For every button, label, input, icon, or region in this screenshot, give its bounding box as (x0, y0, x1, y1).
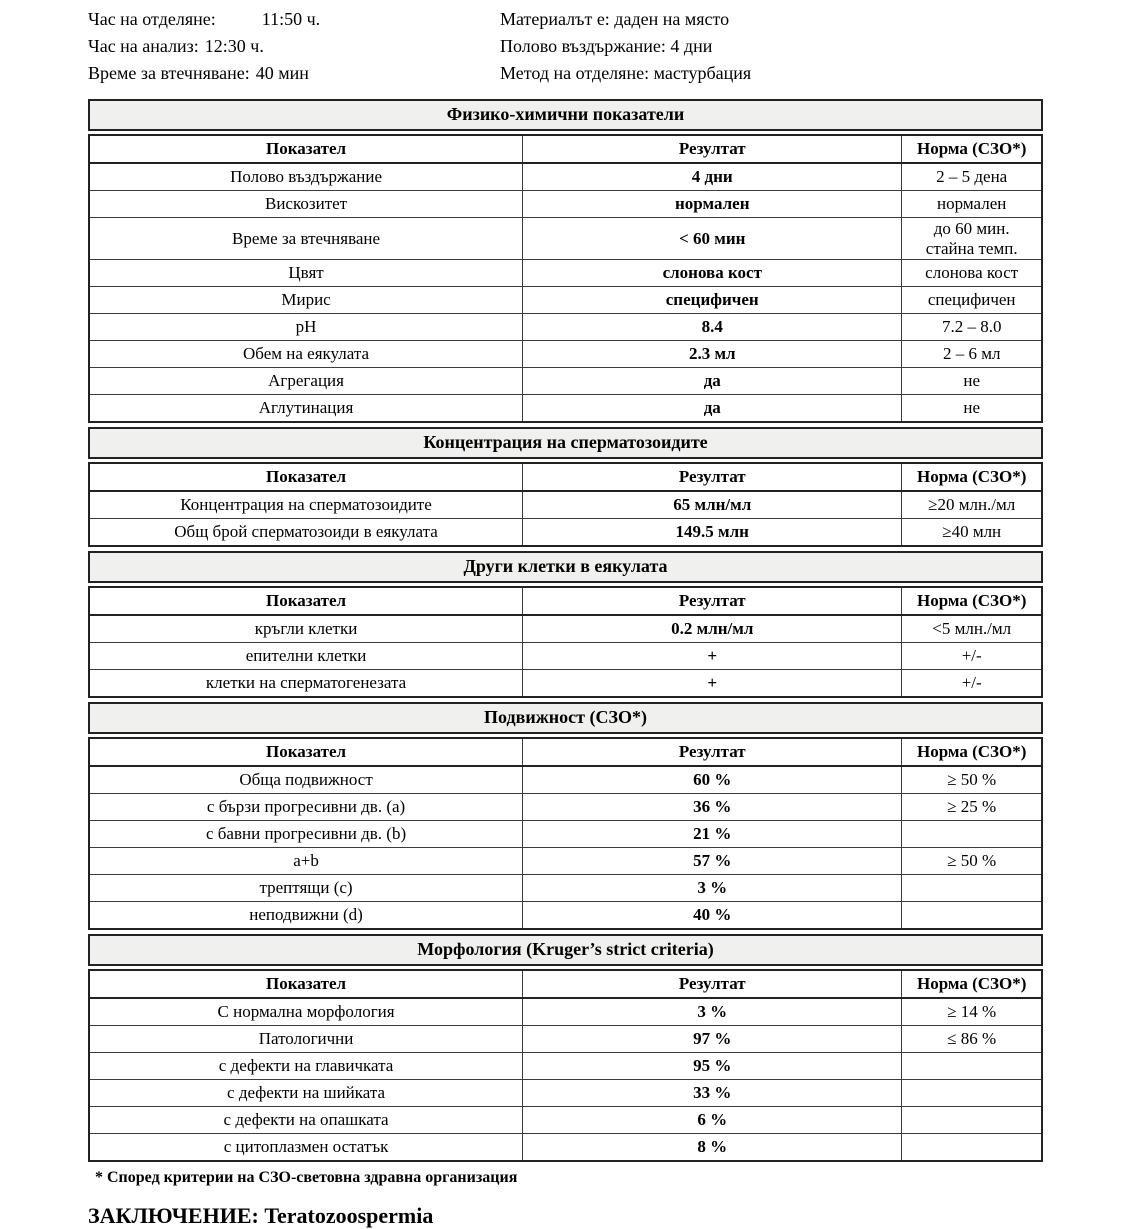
cell-indicator: неподвижни (d) (89, 902, 523, 930)
cell-result: да (523, 368, 902, 395)
table-header-row (89, 587, 1042, 615)
sample-info-right (500, 6, 980, 87)
cell-result: 149.5 млн (523, 519, 902, 547)
info-value: 40 мин (255, 63, 309, 83)
section-title: Други клетки в еякулата (88, 551, 1043, 583)
column-header-result: Резултат (523, 587, 902, 615)
column-header-norm: Норма (СЗО*) (902, 463, 1042, 491)
cell-norm: специфичен (902, 287, 1042, 314)
table-row (89, 341, 1042, 368)
info-line-right: Метод на отделяне: мастурбация (500, 63, 752, 83)
table-row (89, 821, 1042, 848)
table-row (89, 848, 1042, 875)
column-header-norm: Норма (СЗО*) (902, 135, 1042, 163)
table-row (89, 1134, 1042, 1162)
results-table (88, 737, 1043, 930)
cell-result: < 60 мин (523, 218, 902, 260)
cell-norm: до 60 мин. стайна темп. (902, 218, 1042, 260)
conclusion (88, 1203, 1124, 1229)
cell-indicator: клетки на сперматогенезата (89, 670, 523, 698)
section-title: Морфология (Kruger’s strict criteria) (88, 934, 1043, 966)
cell-result: + (523, 643, 902, 670)
cell-indicator: Време за втечняване (89, 218, 523, 260)
cell-result: 3 % (523, 875, 902, 902)
cell-result: 60 % (523, 766, 902, 794)
cell-result: 8 % (523, 1134, 902, 1162)
column-header-indicator: Показател (89, 970, 523, 998)
column-header-result: Резултат (523, 738, 902, 766)
cell-indicator: Вискозитет (89, 191, 523, 218)
table-row (89, 1026, 1042, 1053)
footnote: * Според критерии на СЗО-световна здравна организация (95, 1169, 518, 1187)
column-header-indicator: Показател (89, 135, 523, 163)
cell-norm: ≥ 14 % (902, 998, 1042, 1026)
results-table (88, 969, 1043, 1162)
info-line-left (88, 60, 500, 87)
table-row (89, 191, 1042, 218)
table-row (89, 519, 1042, 547)
table-row (89, 1053, 1042, 1080)
sample-info (88, 6, 1124, 87)
column-header-indicator: Показател (89, 587, 523, 615)
section-title: Физико-химични показатели (88, 99, 1043, 131)
cell-norm: нормален (902, 191, 1042, 218)
cell-norm: 7.2 – 8.0 (902, 314, 1042, 341)
cell-indicator: pH (89, 314, 523, 341)
cell-result: слонова кост (523, 260, 902, 287)
column-header-result: Резултат (523, 970, 902, 998)
cell-result: 8.4 (523, 314, 902, 341)
info-line-left (88, 6, 500, 33)
cell-norm: ≥ 25 % (902, 794, 1042, 821)
results-table (88, 586, 1043, 698)
cell-indicator: Аглутинация (89, 395, 523, 423)
cell-norm: +/- (902, 643, 1042, 670)
column-header-norm: Норма (СЗО*) (902, 738, 1042, 766)
cell-norm (902, 1134, 1042, 1162)
cell-result: 4 дни (523, 163, 902, 191)
table-row (89, 670, 1042, 698)
cell-result: 95 % (523, 1053, 902, 1080)
cell-result: 97 % (523, 1026, 902, 1053)
cell-indicator: a+b (89, 848, 523, 875)
cell-indicator: С нормална морфология (89, 998, 523, 1026)
results-table (88, 134, 1043, 423)
cell-norm: не (902, 368, 1042, 395)
cell-indicator: Мирис (89, 287, 523, 314)
column-header-result: Резултат (523, 135, 902, 163)
info-value: 12:30 ч. (204, 36, 264, 56)
cell-indicator: Цвят (89, 260, 523, 287)
table-header-row (89, 738, 1042, 766)
table-row (89, 615, 1042, 643)
column-header-result: Резултат (523, 463, 902, 491)
cell-indicator: Обща подвижност (89, 766, 523, 794)
cell-norm (902, 1080, 1042, 1107)
info-line-right: Полово въздържание: 4 дни (500, 36, 713, 56)
cell-norm: не (902, 395, 1042, 423)
cell-norm: ≥40 млн (902, 519, 1042, 547)
cell-result: 57 % (523, 848, 902, 875)
cell-norm: +/- (902, 670, 1042, 698)
table-row (89, 998, 1042, 1026)
table-row (89, 395, 1042, 423)
table-row (89, 766, 1042, 794)
column-header-norm: Норма (СЗО*) (902, 587, 1042, 615)
table-row (89, 794, 1042, 821)
section-title: Концентрация на сперматозоидите (88, 427, 1043, 459)
cell-indicator: Агрегация (89, 368, 523, 395)
cell-norm (902, 1107, 1042, 1134)
cell-norm: слонова кост (902, 260, 1042, 287)
results-section (88, 934, 1043, 1162)
cell-indicator: с дефекти на шийката (89, 1080, 523, 1107)
info-label: Час на анализ: (88, 36, 199, 56)
cell-result: да (523, 395, 902, 423)
results-section (88, 99, 1043, 423)
cell-norm: ≤ 86 % (902, 1026, 1042, 1053)
cell-indicator: с дефекти на опашката (89, 1107, 523, 1134)
conclusion-label: ЗАКЛЮЧЕНИЕ: (88, 1203, 259, 1229)
cell-result: нормален (523, 191, 902, 218)
info-value: 11:50 ч. (261, 9, 321, 29)
cell-norm: 2 – 6 мл (902, 341, 1042, 368)
cell-norm: ≥ 50 % (902, 848, 1042, 875)
info-line-left (88, 33, 500, 60)
cell-norm: ≥ 50 % (902, 766, 1042, 794)
cell-indicator: с цитоплазмен остатък (89, 1134, 523, 1162)
info-line-right: Материалът е: даден на място (500, 9, 730, 29)
cell-result: 3 % (523, 998, 902, 1026)
results-tables (88, 99, 1043, 1162)
table-row (89, 218, 1042, 260)
cell-result: 40 % (523, 902, 902, 930)
cell-indicator: Общ брой сперматозоиди в еякулата (89, 519, 523, 547)
table-row (89, 368, 1042, 395)
cell-norm: ≥20 млн./мл (902, 491, 1042, 519)
table-row (89, 1107, 1042, 1134)
cell-indicator: Концентрация на сперматозоидите (89, 491, 523, 519)
cell-result: + (523, 670, 902, 698)
cell-indicator: Полово въздържание (89, 163, 523, 191)
cell-result: 2.3 мл (523, 341, 902, 368)
cell-norm: 2 – 5 дена (902, 163, 1042, 191)
cell-result: 0.2 млн/мл (523, 615, 902, 643)
table-header-row (89, 135, 1042, 163)
cell-result: 6 % (523, 1107, 902, 1134)
table-row (89, 875, 1042, 902)
cell-result: 36 % (523, 794, 902, 821)
table-row (89, 902, 1042, 930)
cell-indicator: Патологични (89, 1026, 523, 1053)
cell-indicator: кръгли клетки (89, 615, 523, 643)
cell-indicator: с бързи прогресивни дв. (a) (89, 794, 523, 821)
cell-indicator: Обем на еякулата (89, 341, 523, 368)
table-row (89, 491, 1042, 519)
cell-indicator: с дефекти на главичката (89, 1053, 523, 1080)
conclusion-value: Teratozoospermia (264, 1203, 434, 1229)
cell-result: 21 % (523, 821, 902, 848)
table-row (89, 287, 1042, 314)
results-table (88, 462, 1043, 547)
table-row (89, 260, 1042, 287)
results-section (88, 551, 1043, 698)
results-section (88, 702, 1043, 930)
cell-indicator: с бавни прогресивни дв. (b) (89, 821, 523, 848)
results-section (88, 427, 1043, 547)
column-header-indicator: Показател (89, 463, 523, 491)
table-row (89, 643, 1042, 670)
cell-result: 33 % (523, 1080, 902, 1107)
column-header-norm: Норма (СЗО*) (902, 970, 1042, 998)
cell-norm (902, 1053, 1042, 1080)
cell-norm (902, 902, 1042, 930)
cell-indicator: трептящи (c) (89, 875, 523, 902)
cell-result: специфичен (523, 287, 902, 314)
info-label: Време за втечняване: (88, 63, 250, 83)
column-header-indicator: Показател (89, 738, 523, 766)
section-title: Подвижност (СЗО*) (88, 702, 1043, 734)
table-header-row (89, 970, 1042, 998)
cell-result: 65 млн/мл (523, 491, 902, 519)
table-header-row (89, 463, 1042, 491)
table-row (89, 1080, 1042, 1107)
cell-norm (902, 821, 1042, 848)
cell-indicator: епителни клетки (89, 643, 523, 670)
sample-info-left (88, 6, 500, 87)
cell-norm: <5 млн./мл (902, 615, 1042, 643)
table-row (89, 163, 1042, 191)
table-row (89, 314, 1042, 341)
cell-norm (902, 875, 1042, 902)
info-label: Час на отделяне: (88, 9, 216, 29)
